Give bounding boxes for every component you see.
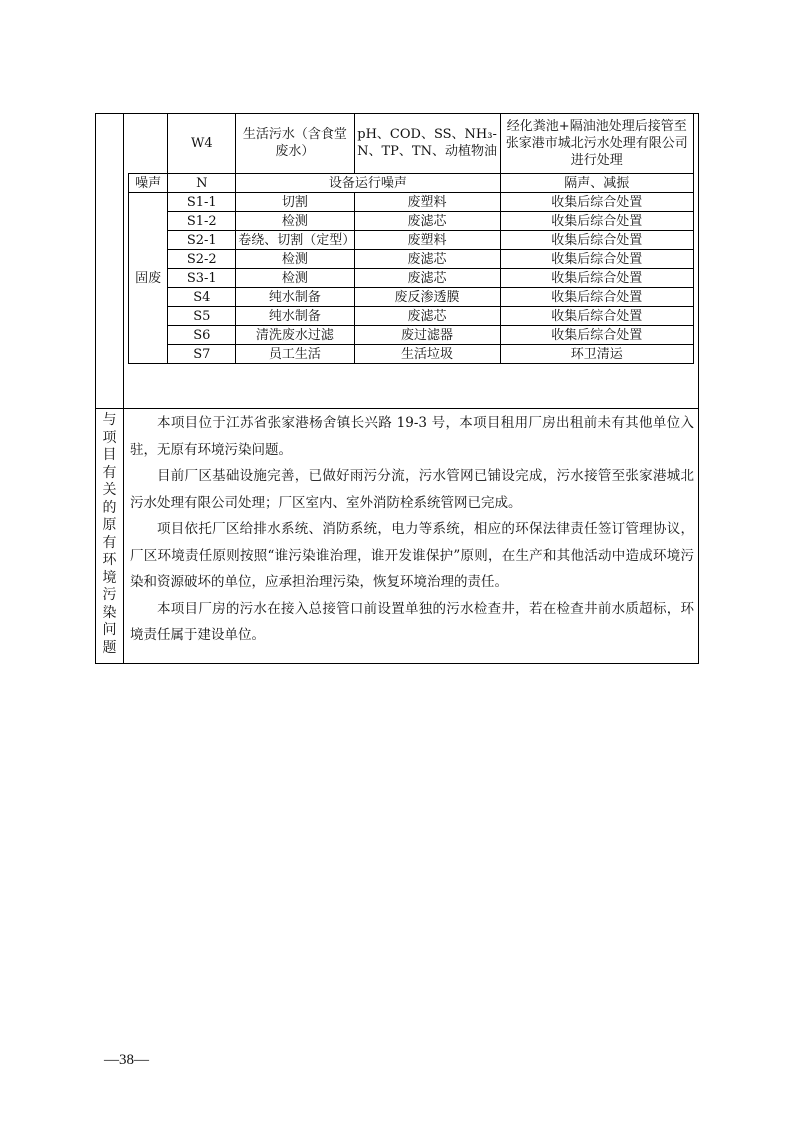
label-char: 问 (102, 622, 117, 638)
table-cell-source: 设备运行噪声 (236, 174, 500, 193)
table-row-solid (129, 212, 694, 231)
table-cell-measure: 收集后综合处置 (500, 307, 693, 326)
table-cell-measure: 隔声、减振 (500, 174, 693, 193)
table-row-solid (129, 250, 694, 269)
table-cell-code: S2-1 (168, 231, 236, 250)
table-cell-measure: 收集后综合处置 (500, 231, 693, 250)
table-cell-code: S4 (168, 288, 236, 307)
table-cell-code: S5 (168, 307, 236, 326)
table-cell-code: S3-1 (168, 269, 236, 288)
table-cell-measure: 收集后综合处置 (500, 193, 693, 212)
paragraph: 项目依托厂区给排水系统、消防系统，电力等系统，相应的环保法律责任签订管理协议，厂区环境责任原则按照“谁污染谁治理，谁开发谁保护”原则，在生产和其他活动中造成环境污染和资源破坏的单位，应承担治理污染，恢复环境治理的责任。 (130, 521, 694, 590)
table-cell-waste: 生活垃圾 (354, 345, 500, 364)
label-char: 污 (102, 587, 117, 603)
paragraph: 本项目厂房的污水在接入总接管口前设置单独的污水检查井，若在检查井前水质超标，环境责任属于建设单位。 (130, 600, 694, 643)
label-char: 目 (102, 447, 117, 463)
table-cell-code: W4 (168, 113, 236, 174)
table-cell-measure: 收集后综合处置 (500, 269, 693, 288)
table-cell-waste: 废过滤器 (354, 326, 500, 345)
table-cell-measure: 环卫清运 (500, 345, 693, 364)
table-cell-source: 检测 (236, 250, 354, 269)
table-row-solid (129, 193, 694, 212)
table-cell-code: S2-2 (168, 250, 236, 269)
table-cell-waste: 废滤芯 (354, 307, 500, 326)
table-cell-measure: 收集后综合处置 (500, 250, 693, 269)
label-char: 境 (102, 569, 117, 586)
table-cell-measure: 收集后综合处置 (500, 212, 693, 231)
page-number: —38— (104, 1052, 149, 1068)
label-char: 原 (102, 517, 117, 533)
table-cell-waste: 废滤芯 (354, 269, 500, 288)
table-cell-waste: 废塑料 (354, 193, 500, 212)
label-char: 有 (102, 534, 117, 551)
table-cell-code: N (168, 174, 236, 193)
label-char: 与 (102, 412, 117, 428)
table-cell-source: 切割 (236, 193, 354, 212)
table-cell-source: 员工生活 (236, 345, 354, 364)
outer-column-divider (123, 113, 124, 664)
section-vertical-label (96, 412, 123, 657)
table-cell-source: 检测 (236, 212, 354, 231)
table-row-solid (129, 326, 694, 345)
table-cell-category: 噪声 (129, 174, 168, 193)
emissions-table (128, 113, 694, 364)
paragraph: 本项目位于江苏省张家港杨舍镇长兴路 19-3 号，本项目租用厂房出租前未有其他单位入驻，无原有环境污染问题。 (130, 415, 694, 458)
label-char: 项 (102, 429, 117, 446)
table-cell-measure: 收集后综合处置 (500, 288, 693, 307)
table-cell-source: 清洗废水过滤 (236, 326, 354, 345)
label-char: 的 (102, 499, 117, 516)
table-row-w4 (129, 113, 694, 174)
table-row-solid (129, 269, 694, 288)
table-cell-source: 卷绕、切割（定型） (236, 231, 354, 250)
table-cell-empty (129, 113, 168, 174)
table-cell-source: 纯水制备 (236, 288, 354, 307)
table-cell-category: 固废 (129, 193, 168, 364)
table-row-solid (129, 307, 694, 326)
table-cell-source: 检测 (236, 269, 354, 288)
label-char: 环 (102, 552, 117, 568)
table-cell-measure: 收集后综合处置 (500, 326, 693, 345)
table-cell-measure: 经化粪池+隔油池处理后接管至张家港市城北污水处理有限公司进行处理 (500, 113, 693, 174)
table-cell-code: S7 (168, 345, 236, 364)
table-cell-waste: 废滤芯 (354, 250, 500, 269)
paragraph: 目前厂区基础设施完善，已做好雨污分流，污水管网已铺设完成，污水接管至张家港城北污水处理有限公司处理；厂区室内、室外消防栓系统管网已完成。 (130, 468, 694, 511)
table-cell-code: S6 (168, 326, 236, 345)
table-cell-waste: 废滤芯 (354, 212, 500, 231)
label-char: 关 (102, 482, 117, 498)
table-row-solid (129, 345, 694, 364)
table-row-solid (129, 231, 694, 250)
table-row-noise (129, 174, 694, 193)
table-cell-waste: 废塑料 (354, 231, 500, 250)
table-cell-code: S1-1 (168, 193, 236, 212)
table-cell-code: S1-2 (168, 212, 236, 231)
table-cell-waste: 废反渗透膜 (354, 288, 500, 307)
table-cell-source: 纯水制备 (236, 307, 354, 326)
label-char: 题 (102, 639, 117, 656)
table-cell-source: 生活污水（含食堂废水） (236, 113, 354, 174)
label-char: 染 (102, 604, 117, 621)
outer-row-divider (95, 408, 699, 409)
table-row-solid (129, 288, 694, 307)
table-cell-pollutants: pH、COD、SS、NH₃-N、TP、TN、动植物油 (354, 113, 500, 174)
label-char: 有 (102, 464, 117, 481)
section-body (130, 410, 694, 649)
